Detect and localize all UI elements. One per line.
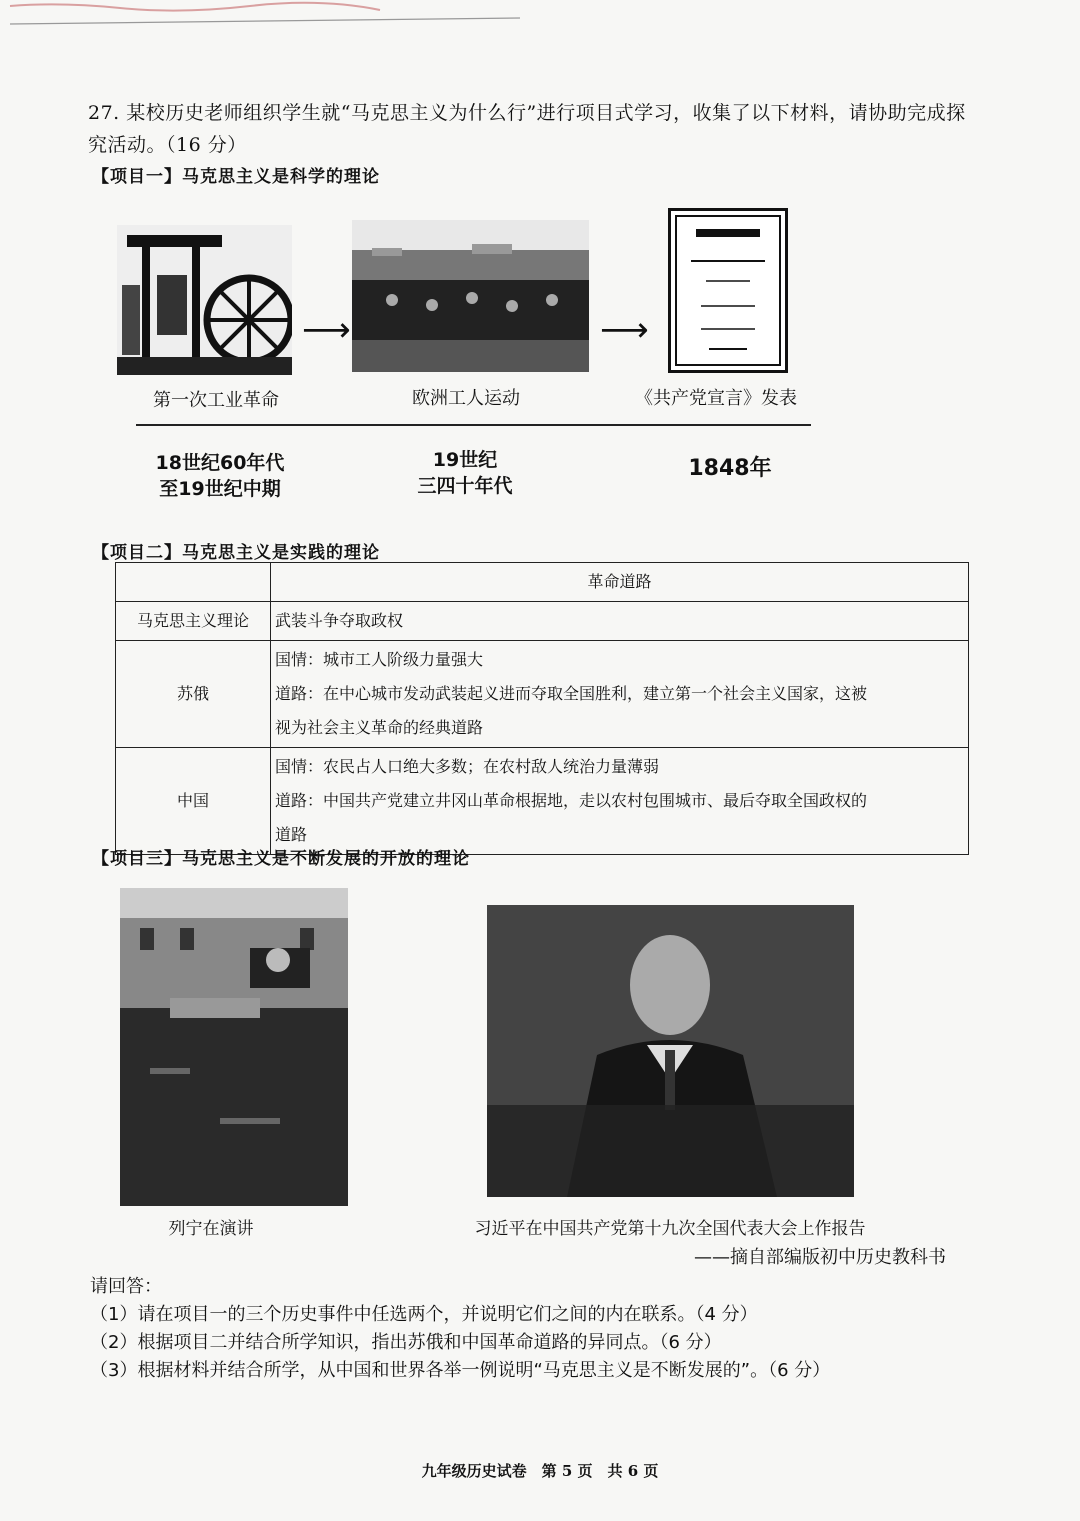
table-row: [116, 563, 969, 602]
row-line: 国情：城市工人阶级力量强大: [275, 650, 484, 669]
event-time-line: 19世纪: [432, 449, 498, 471]
answer-prompt: 请回答：: [90, 1276, 162, 1297]
answer-item-2: （2）根据项目二并结合所学知识，指出苏俄和中国革命道路的异同点。（6 分）: [90, 1332, 722, 1353]
manifesto-image: [668, 208, 788, 373]
workers-movement-image: [352, 220, 589, 372]
project1-title: 【项目一】马克思主义是科学的理论: [92, 167, 380, 187]
row-label-china: 中国: [116, 748, 271, 855]
caption-congress: 习近平在中国共产党第十九次全国代表大会上作报告: [474, 1219, 866, 1239]
project3-title: 【项目三】马克思主义是不断发展的开放的理论: [92, 849, 470, 869]
page-footer: 九年级历史试卷 第 5 页 共 6 页: [421, 1462, 659, 1480]
question-line-2: 究活动。（16 分）: [88, 134, 247, 156]
table-corner-cell: [116, 563, 271, 602]
answer-item-3: （3）根据材料并结合所学，从中国和世界各举一例说明“马克思主义是不断发展的”。（6 分）: [90, 1360, 831, 1381]
event-time-line: 18世纪60年代: [155, 452, 285, 474]
event-time-workers: [365, 447, 565, 499]
table-header: 革命道路: [271, 563, 969, 602]
table-row: [116, 641, 969, 748]
event-caption-manifesto: 《共产党宣言》发表: [635, 388, 797, 409]
row-line: 道路：中国共产党建立井冈山革命根据地，走以农村包围城市、最后夺取全国政权的: [275, 791, 868, 810]
row-label-marxism: 马克思主义理论: [116, 602, 271, 641]
arrow-2-icon: ⟶: [600, 310, 649, 350]
table-row: [116, 748, 969, 855]
steam-engine-image: [117, 225, 292, 375]
question-line-1: 27. 某校历史老师组织学生就“马克思主义为什么行”进行项目式学习，收集了以下材料，请协助完成探: [88, 102, 966, 124]
row-line: 武装斗争夺取政权: [275, 611, 404, 630]
lenin-speech-image: [120, 888, 348, 1206]
caption-lenin: 列宁在演讲: [168, 1219, 254, 1239]
event-time-manifesto: 1848年: [688, 456, 772, 481]
table-row: [116, 602, 969, 641]
row-line: 道路: [275, 825, 308, 844]
event-time-industrial: [120, 450, 320, 502]
row-content-marxism: [271, 602, 969, 641]
top-scrawl: [0, 0, 1080, 30]
event-caption-industrial: 第一次工业革命: [153, 390, 279, 411]
timeline-line: [136, 424, 811, 426]
event-time-line: 三四十年代: [417, 475, 513, 497]
project2-title: 【项目二】马克思主义是实践的理论: [92, 543, 380, 563]
row-label-soviet: 苏俄: [116, 641, 271, 748]
row-line: 道路：在中心城市发动武装起义进而夺取全国胜利，建立第一个社会主义国家，这被: [275, 684, 868, 703]
source-note: ——摘自部编版初中历史教科书: [694, 1247, 946, 1268]
event-caption-workers: 欧洲工人运动: [412, 388, 520, 409]
row-content-china: [271, 748, 969, 855]
event-time-line: 至19世纪中期: [159, 478, 281, 500]
row-content-soviet: [271, 641, 969, 748]
congress-report-image: [487, 905, 854, 1197]
row-line: 视为社会主义革命的经典道路: [275, 718, 484, 737]
revolution-path-table: [115, 562, 969, 855]
row-line: 国情：农民占人口绝大多数；在农村敌人统治力量薄弱: [275, 757, 660, 776]
answer-item-1: （1）请在项目一的三个历史事件中任选两个，并说明它们之间的内在联系。（4 分）: [90, 1304, 758, 1325]
arrow-1-icon: ⟶: [302, 310, 351, 350]
